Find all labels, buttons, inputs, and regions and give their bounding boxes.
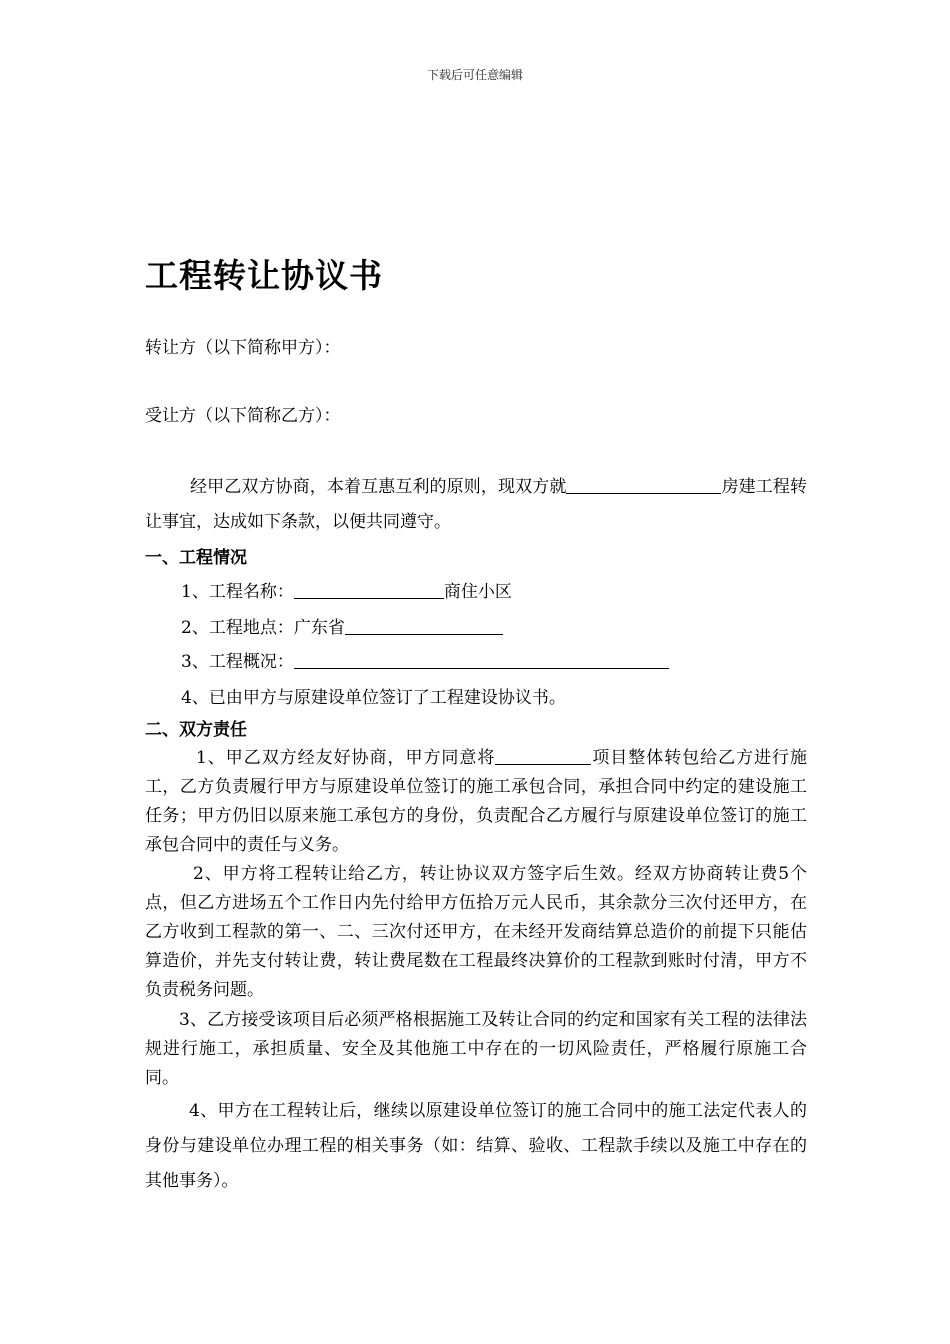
section2-heading: 二、双方责任	[145, 720, 247, 740]
document-title: 工程转让协议书	[145, 256, 383, 295]
clause-3: 3、乙方接受该项目后必须严格根据施工及转让合同的约定和国家有关工程的法律法规进行施工，承担质量、安全及其他施工中存在的一切风险责任，严格履行原施工合同。	[145, 1010, 807, 1088]
intro-paragraph	[145, 470, 807, 540]
project-name-label: 1、工程名称：	[181, 582, 294, 602]
project-location-label: 2、工程地点：广东省	[181, 618, 345, 638]
intro-text-part1: 经甲乙双方协商，本着互惠互利的原则，现双方就	[190, 477, 567, 497]
intro-text-part2: 房建工程转让事宜，达成如下条款，以便共同遵守。	[145, 477, 808, 532]
agreement-signed-line: 4、已由甲方与原建设单位签订了工程建设协议书。	[181, 688, 566, 708]
transferee-line: 受让方（以下简称乙方）：	[145, 406, 341, 426]
project-name-suffix: 商住小区	[443, 582, 512, 602]
header-note: 下载后可任意编辑	[426, 68, 523, 82]
project-location-line	[145, 612, 843, 644]
clause-1-blank	[495, 746, 591, 765]
project-blank	[566, 475, 721, 494]
clause-1	[145, 744, 807, 860]
transferor-line: 转让方（以下简称甲方）：	[145, 338, 341, 358]
project-overview-label: 3、工程概况：	[181, 652, 294, 672]
clause-1-part1: 1、甲乙双方经友好协商，甲方同意将	[196, 748, 496, 768]
project-name-line	[145, 576, 843, 608]
project-overview-blank	[294, 650, 669, 669]
project-name-blank	[294, 580, 444, 599]
section1-heading: 一、工程情况	[145, 548, 247, 568]
clause-2: 2、甲方将工程转让给乙方，转让协议双方签字后生效。经双方协商转让费5个点，但乙方进场五个工作日内先付给甲方伍拾万元人民币，其余款分三次付还甲方，在乙方收到工程款的第一、二、三次付还甲方，在未经开发商结算总造价的前提下只能估算造价，并先支付转让费，转让费尾数在工程最终决算价的工程款到账时付清，甲方不负责税务问题。	[145, 864, 807, 1000]
project-location-blank	[345, 616, 503, 635]
project-overview-line	[145, 646, 843, 678]
clause-1-part2: 项目整体转包给乙方进行施工，乙方负责履行甲方与原建设单位签订的施工承包合同，承担合同中约定的建设施工任务；甲方仍旧以原来施工承包方的身份，负责配合乙方履行与原建设单位签订的施工承包合同中的责任与义务。	[145, 748, 808, 855]
clause-4: 4、甲方在工程转让后，继续以原建设单位签订的施工合同中的施工法定代表人的身份与建设单位办理工程的相关事务（如：结算、验收、工程款手续以及施工中存在的其他事务）。	[145, 1101, 807, 1191]
